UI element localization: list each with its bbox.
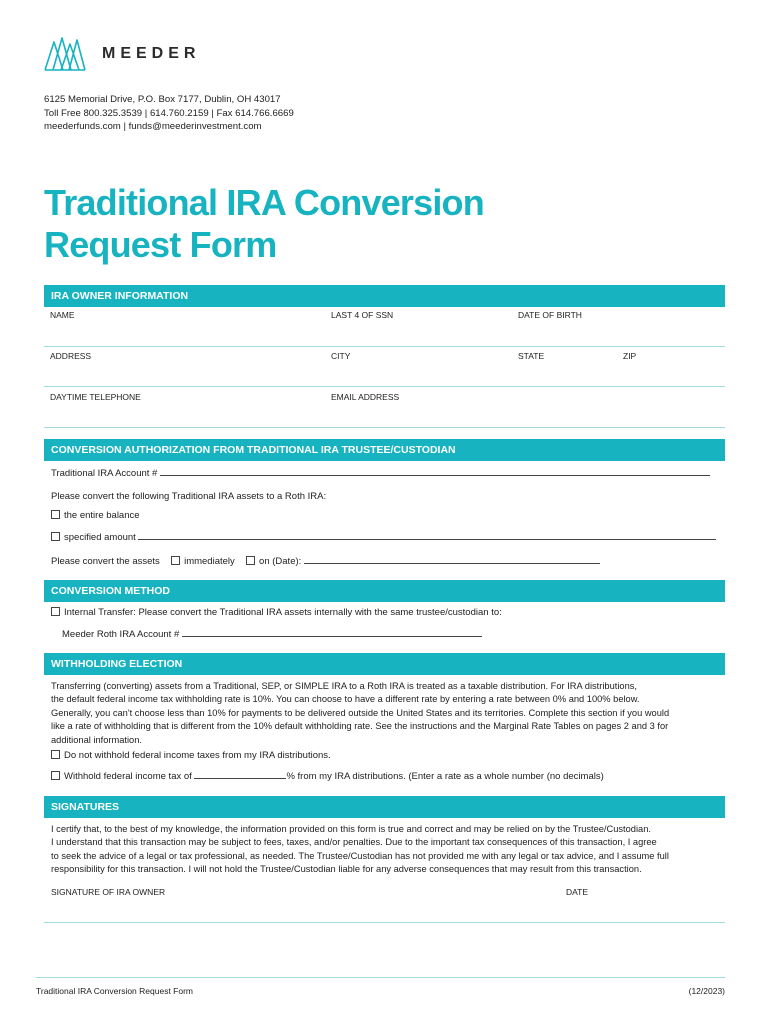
footer-revision-date: (12/2023) [688, 986, 725, 996]
title-line-2: Request Form [44, 224, 277, 265]
withhold-rate-suffix: % from my IRA distributions. (Enter a rate as a whole number (no decimals) [286, 771, 604, 782]
title-line-1: Traditional IRA Conversion [44, 182, 484, 223]
contact-web-email: meederfunds.com | funds@meederinvestment.com [44, 121, 262, 132]
divider [44, 386, 725, 387]
withhold-rate-input[interactable] [194, 769, 286, 779]
entire-balance-checkbox[interactable] [51, 510, 60, 519]
roth-account-label: Meeder Roth IRA Account # [62, 629, 180, 640]
internal-transfer-option[interactable] [51, 607, 502, 618]
withhold-rate-option[interactable] [51, 769, 723, 782]
divider [44, 922, 725, 923]
contact-address: 6125 Memorial Drive, P.O. Box 7177, Dublin, OH 43017 [44, 94, 281, 105]
signatures-line: I certify that, to the best of my knowledge, the information provided on this form is true and correct and may be relied on by the Trustee/Custodian. [51, 824, 651, 834]
specified-amount-input[interactable] [138, 530, 716, 540]
specified-amount-label: specified amount [64, 532, 136, 543]
divider [44, 346, 725, 347]
phone-label: DAYTIME TELEPHONE [50, 392, 141, 402]
convert-timing-row [51, 554, 621, 567]
name-label: NAME [50, 310, 75, 320]
section-header-signatures: SIGNATURES [44, 796, 725, 818]
section-header-owner: IRA OWNER INFORMATION [44, 285, 725, 307]
immediately-label: immediately [184, 556, 235, 567]
withholding-line: the default federal income tax withholding rate is 10%. You can choose to have a different rate by entering a rate between 0% and 100% below. [51, 694, 640, 705]
divider [44, 427, 725, 428]
brand-logo [44, 34, 224, 74]
specified-amount-option[interactable] [51, 530, 723, 543]
entire-balance-option[interactable] [51, 510, 140, 521]
withholding-line: Transferring (converting) assets from a Traditional, SEP, or SIMPLE IRA to a Roth IRA is treated as a taxable distribution. For IRA distributions, [51, 681, 637, 691]
meeder-logo-icon [44, 34, 96, 72]
phone-row-field[interactable] [44, 400, 725, 427]
signature-date-label: DATE [566, 887, 589, 897]
internal-transfer-checkbox[interactable] [51, 607, 60, 616]
on-date-label: on (Date): [259, 556, 302, 567]
specified-amount-checkbox[interactable] [51, 532, 60, 541]
city-label: CITY [331, 351, 351, 361]
email-label: EMAIL ADDRESS [331, 392, 400, 402]
contact-block [44, 93, 294, 134]
state-label: STATE [518, 351, 545, 361]
withholding-line: Generally, you can't choose less than 10% for payments to be delivered outside the United States and its territories. Complete this section if you would [51, 707, 670, 718]
name-row-field[interactable] [44, 318, 725, 346]
section-header-authorization: CONVERSION AUTHORIZATION FROM TRADITIONAL IRA TRUSTEE/CUSTODIAN [44, 439, 725, 461]
entire-balance-label: the entire balance [64, 510, 140, 521]
dob-label: DATE OF BIRTH [518, 310, 582, 320]
account-label: Traditional IRA Account # [51, 468, 158, 479]
immediately-checkbox[interactable] [171, 556, 180, 565]
withholding-line: like a rate of withholding that is different from the 10% default withholding rate. See the instructions and the Marginal Rate Tables on pages 2 and 3 for [51, 721, 669, 732]
no-withholding-option[interactable] [51, 750, 331, 761]
section-header-method: CONVERSION METHOD [44, 580, 725, 602]
signatures-paragraph [51, 823, 723, 877]
roth-account-input[interactable] [182, 627, 482, 637]
withhold-rate-checkbox[interactable] [51, 771, 60, 780]
on-date-checkbox[interactable] [246, 556, 255, 565]
signatures-line: to seek the advice of a legal or tax professional, as needed. The Trustee/Custodian has not provided me with any legal or tax advice, and I assume full [51, 850, 669, 861]
section-header-withholding: WITHHOLDING ELECTION [44, 653, 725, 675]
no-withholding-checkbox[interactable] [51, 750, 60, 759]
withhold-rate-label: Withhold federal income tax of [64, 771, 192, 782]
convert-assets-label: Please convert the assets [51, 556, 160, 567]
convert-instruction: Please convert the following Traditional IRA assets to a Roth IRA: [51, 491, 327, 502]
signatures-line: I understand that this transaction may be subject to fees, taxes, and/or penalties. Due to the important tax consequences of this transaction, I agree [51, 837, 657, 848]
roth-account-row [62, 627, 482, 640]
ssn-label: LAST 4 OF SSN [331, 310, 394, 320]
signature-field[interactable] [44, 897, 725, 921]
zip-label: ZIP [623, 351, 637, 361]
contact-phones: Toll Free 800.325.3539 | 614.760.2159 | Fax 614.766.6669 [44, 107, 294, 119]
account-input[interactable] [160, 466, 710, 476]
brand-name: MEEDER [102, 45, 201, 62]
internal-transfer-label: Internal Transfer: Please convert the Traditional IRA assets internally with the same trustee/custodian to: [64, 607, 502, 618]
withholding-line: additional information. [51, 734, 142, 745]
footer-form-name: Traditional IRA Conversion Request Form [36, 986, 194, 996]
account-row [51, 466, 721, 479]
withholding-paragraph [51, 680, 723, 747]
page-title [44, 182, 484, 266]
date-input[interactable] [304, 554, 600, 564]
address-label: ADDRESS [50, 351, 92, 361]
footer-divider [36, 977, 725, 978]
owner-signature-label: SIGNATURE OF IRA OWNER [51, 887, 166, 897]
signatures-line: responsibility for this transaction. I will not hold the Trustee/Custodian liable for any adverse consequences that may result from this transaction. [51, 864, 642, 875]
no-withholding-label: Do not withhold federal income taxes from my IRA distributions. [64, 750, 331, 761]
address-row-field[interactable] [44, 359, 725, 386]
